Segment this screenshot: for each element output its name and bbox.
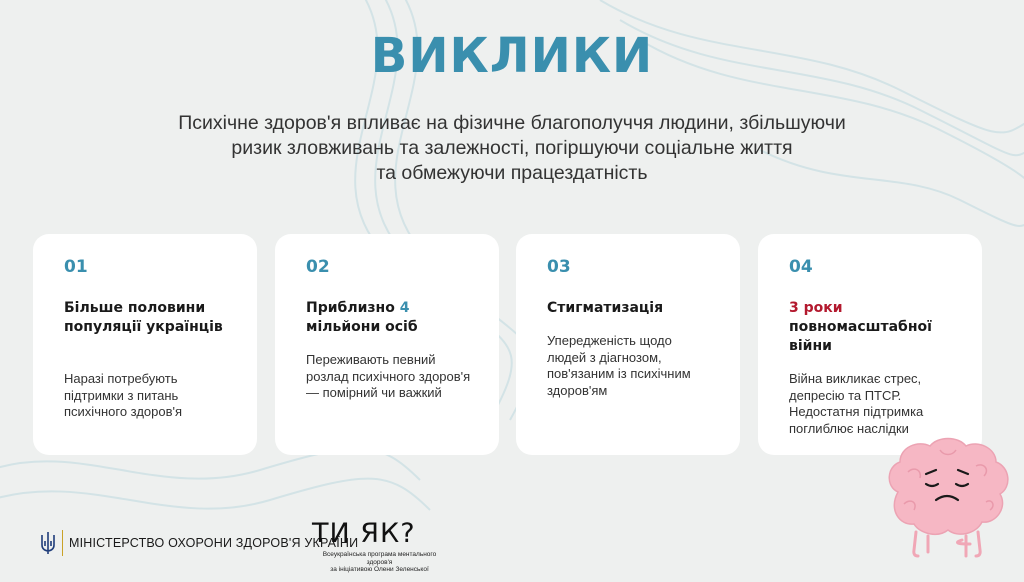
card-heading-highlight: 3 роки [789,300,843,316]
card-description: Упередженість щодо людей з діагнозом, пов'язаним із психічним здоров'ям [547,333,691,398]
card-heading [306,299,491,337]
challenge-card-1 [33,234,257,455]
intro-text [0,111,1024,186]
page-title: ВИКЛИКИ [370,28,654,84]
logo-divider [62,530,63,556]
card-heading: Стигматизація [547,300,664,316]
intro-line: та обмежуючи працездатність [376,162,648,184]
card-number: 03 [547,257,571,277]
card-heading-suffix: мільйони осіб [306,319,418,335]
intro-line: ризик зловживань та залежності, погіршуючи соціальне життя [231,137,793,159]
card-number: 04 [789,257,813,277]
program-caption-line: Всеукраїнська програма ментального здоров'я [322,551,437,566]
program-logo [312,519,447,574]
trident-icon [40,531,56,555]
ministry-name: МІНІСТЕРСТВО ОХОРОНИ ЗДОРОВ'Я УКРАЇНИ [69,536,359,550]
challenge-card-3 [516,234,740,455]
card-description: Наразі потребують підтримки з питань психічного здоров'я [64,371,183,419]
card-description: Війна викликає стрес, депресію та ПТСР. Недостатня підтримка поглиблює наслідки [789,371,924,436]
card-description: Переживають певний розлад психічного здоров'я — помірний чи важкий [306,352,471,400]
challenge-card-2 [275,234,499,455]
program-brand: ТИ ЯК? [312,518,416,549]
card-number: 01 [64,257,88,277]
program-caption-line: за ініціативою Олени Зеленської [330,566,429,573]
challenge-card-4 [758,234,982,455]
program-caption [312,551,447,574]
card-number: 02 [306,257,330,277]
intro-line: Психічне здоров'я впливає на фізичне благополуччя людини, збільшуючи [178,112,846,134]
card-heading-prefix: Приблизно [306,300,400,316]
card-heading [789,299,959,356]
ministry-logo [40,528,358,558]
card-heading-highlight: 4 [399,300,410,316]
card-heading-suffix: повномасштабної війни [789,319,932,354]
card-heading: Більше половини популяції українців [64,300,223,335]
sad-brain-icon [878,432,1018,572]
